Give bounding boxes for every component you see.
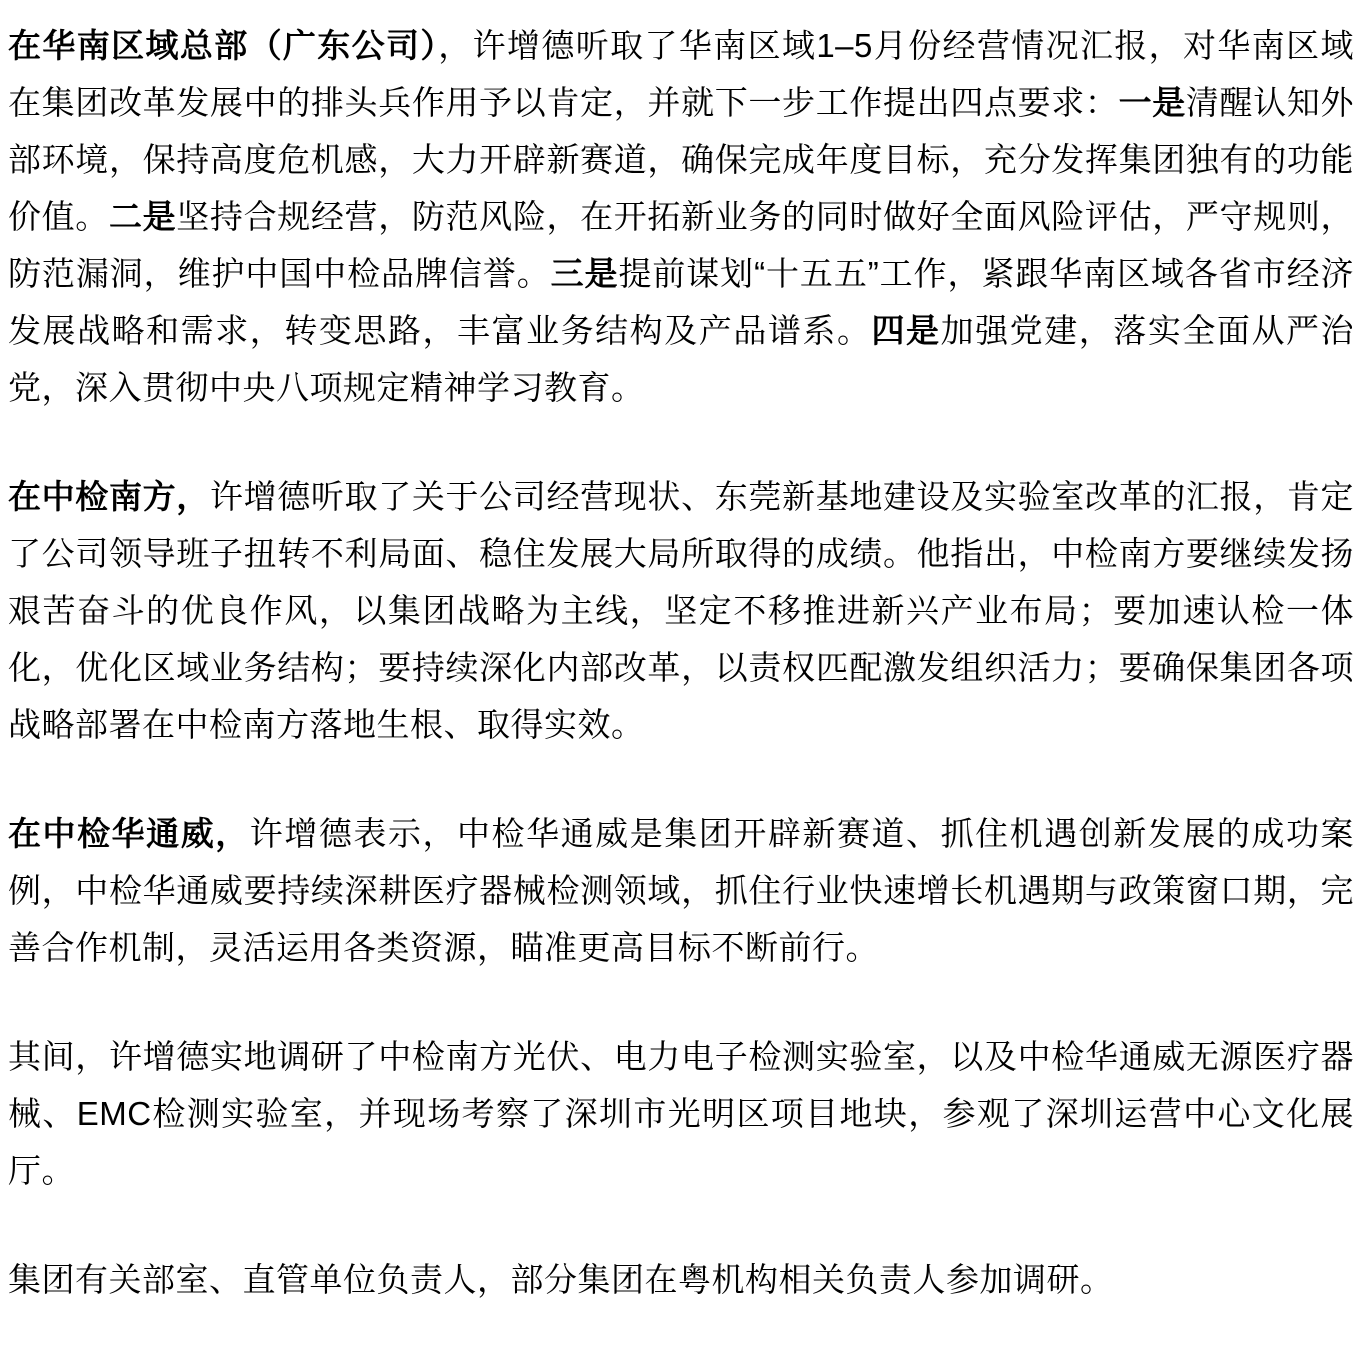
bold-point-one: 一是 (1118, 84, 1186, 121)
paragraph-participants (8, 1251, 1354, 1308)
text-segment: 清醒认知外部环境，保持高度危机感，大力开辟新赛道，确保完成年度目标，充分发挥集团独有的功能价值。 (8, 84, 1355, 235)
bold-point-three: 三是 (550, 255, 619, 292)
paragraph-huanan-regional-hq (8, 17, 1354, 416)
bold-lead-ccic-huatongwei: 在中检华通威， (8, 815, 250, 852)
paragraph-ccic-southern (8, 468, 1354, 753)
text-segment: 集团有关部室、直管单位负责人，部分集团在粤机构相关负责人参加调研。 (8, 1261, 1114, 1298)
text-segment: ，许增德听取了华南区域1–5月份经营情况汇报，对华南区域在集团改革发展中的排头兵作用予以肯定，并就下一步工作提出四点要求： (8, 27, 1355, 121)
paragraph-ccic-huatongwei (8, 805, 1354, 976)
text-segment: 许增德听取了关于公司经营现状、东莞新基地建设及实验室改革的汇报，肯定了公司领导班子扭转不利局面、稳住发展大局所取得的成绩。他指出，中检南方要继续发扬艰苦奋斗的优良作风，以集团战略为主线，坚定不移推进新兴产业布局；要加速认检一体化，优化区域业务结构；要持续深化内部改革，以责权匹配激发组织活力；要确保集团各项战略部署在中检南方落地生根、取得实效。 (8, 478, 1355, 743)
text-segment: 提前谋划“十五五”工作，紧跟华南区域各省市经济发展战略和需求，转变思路，丰富业务结构及产品谱系。 (8, 255, 1354, 349)
text-segment: 加强党建，落实全面从严治党，深入贯彻中央八项规定精神学习教育。 (8, 312, 1355, 406)
bold-lead-huanan-regional-hq: 在华南区域总部（广东公司） (8, 27, 439, 64)
text-segment: 坚持合规经营，防范风险，在开拓新业务的同时做好全面风险评估，严守规则，防范漏洞，维护中国中检品牌信誉。 (8, 198, 1355, 292)
text-segment: 许增德表示，中检华通威是集团开辟新赛道、抓住机遇创新发展的成功案例，中检华通威要持续深耕医疗器械检测领域，抓住行业快速增长机遇期与政策窗口期，完善合作机制，灵活运用各类资源，瞄准更高目标不断前行。 (8, 815, 1355, 966)
bold-point-two: 二是 (108, 198, 177, 235)
bold-lead-ccic-southern: 在中检南方， (8, 478, 210, 515)
text-segment: 其间，许增德实地调研了中检南方光伏、电力电子检测实验室，以及中检华通威无源医疗器械、EMC检测实验室，并现场考察了深圳市光明区项目地块，参观了深圳运营中心文化展厅。 (8, 1038, 1354, 1189)
paragraph-site-visits (8, 1028, 1354, 1199)
bold-point-four: 四是 (871, 312, 941, 349)
